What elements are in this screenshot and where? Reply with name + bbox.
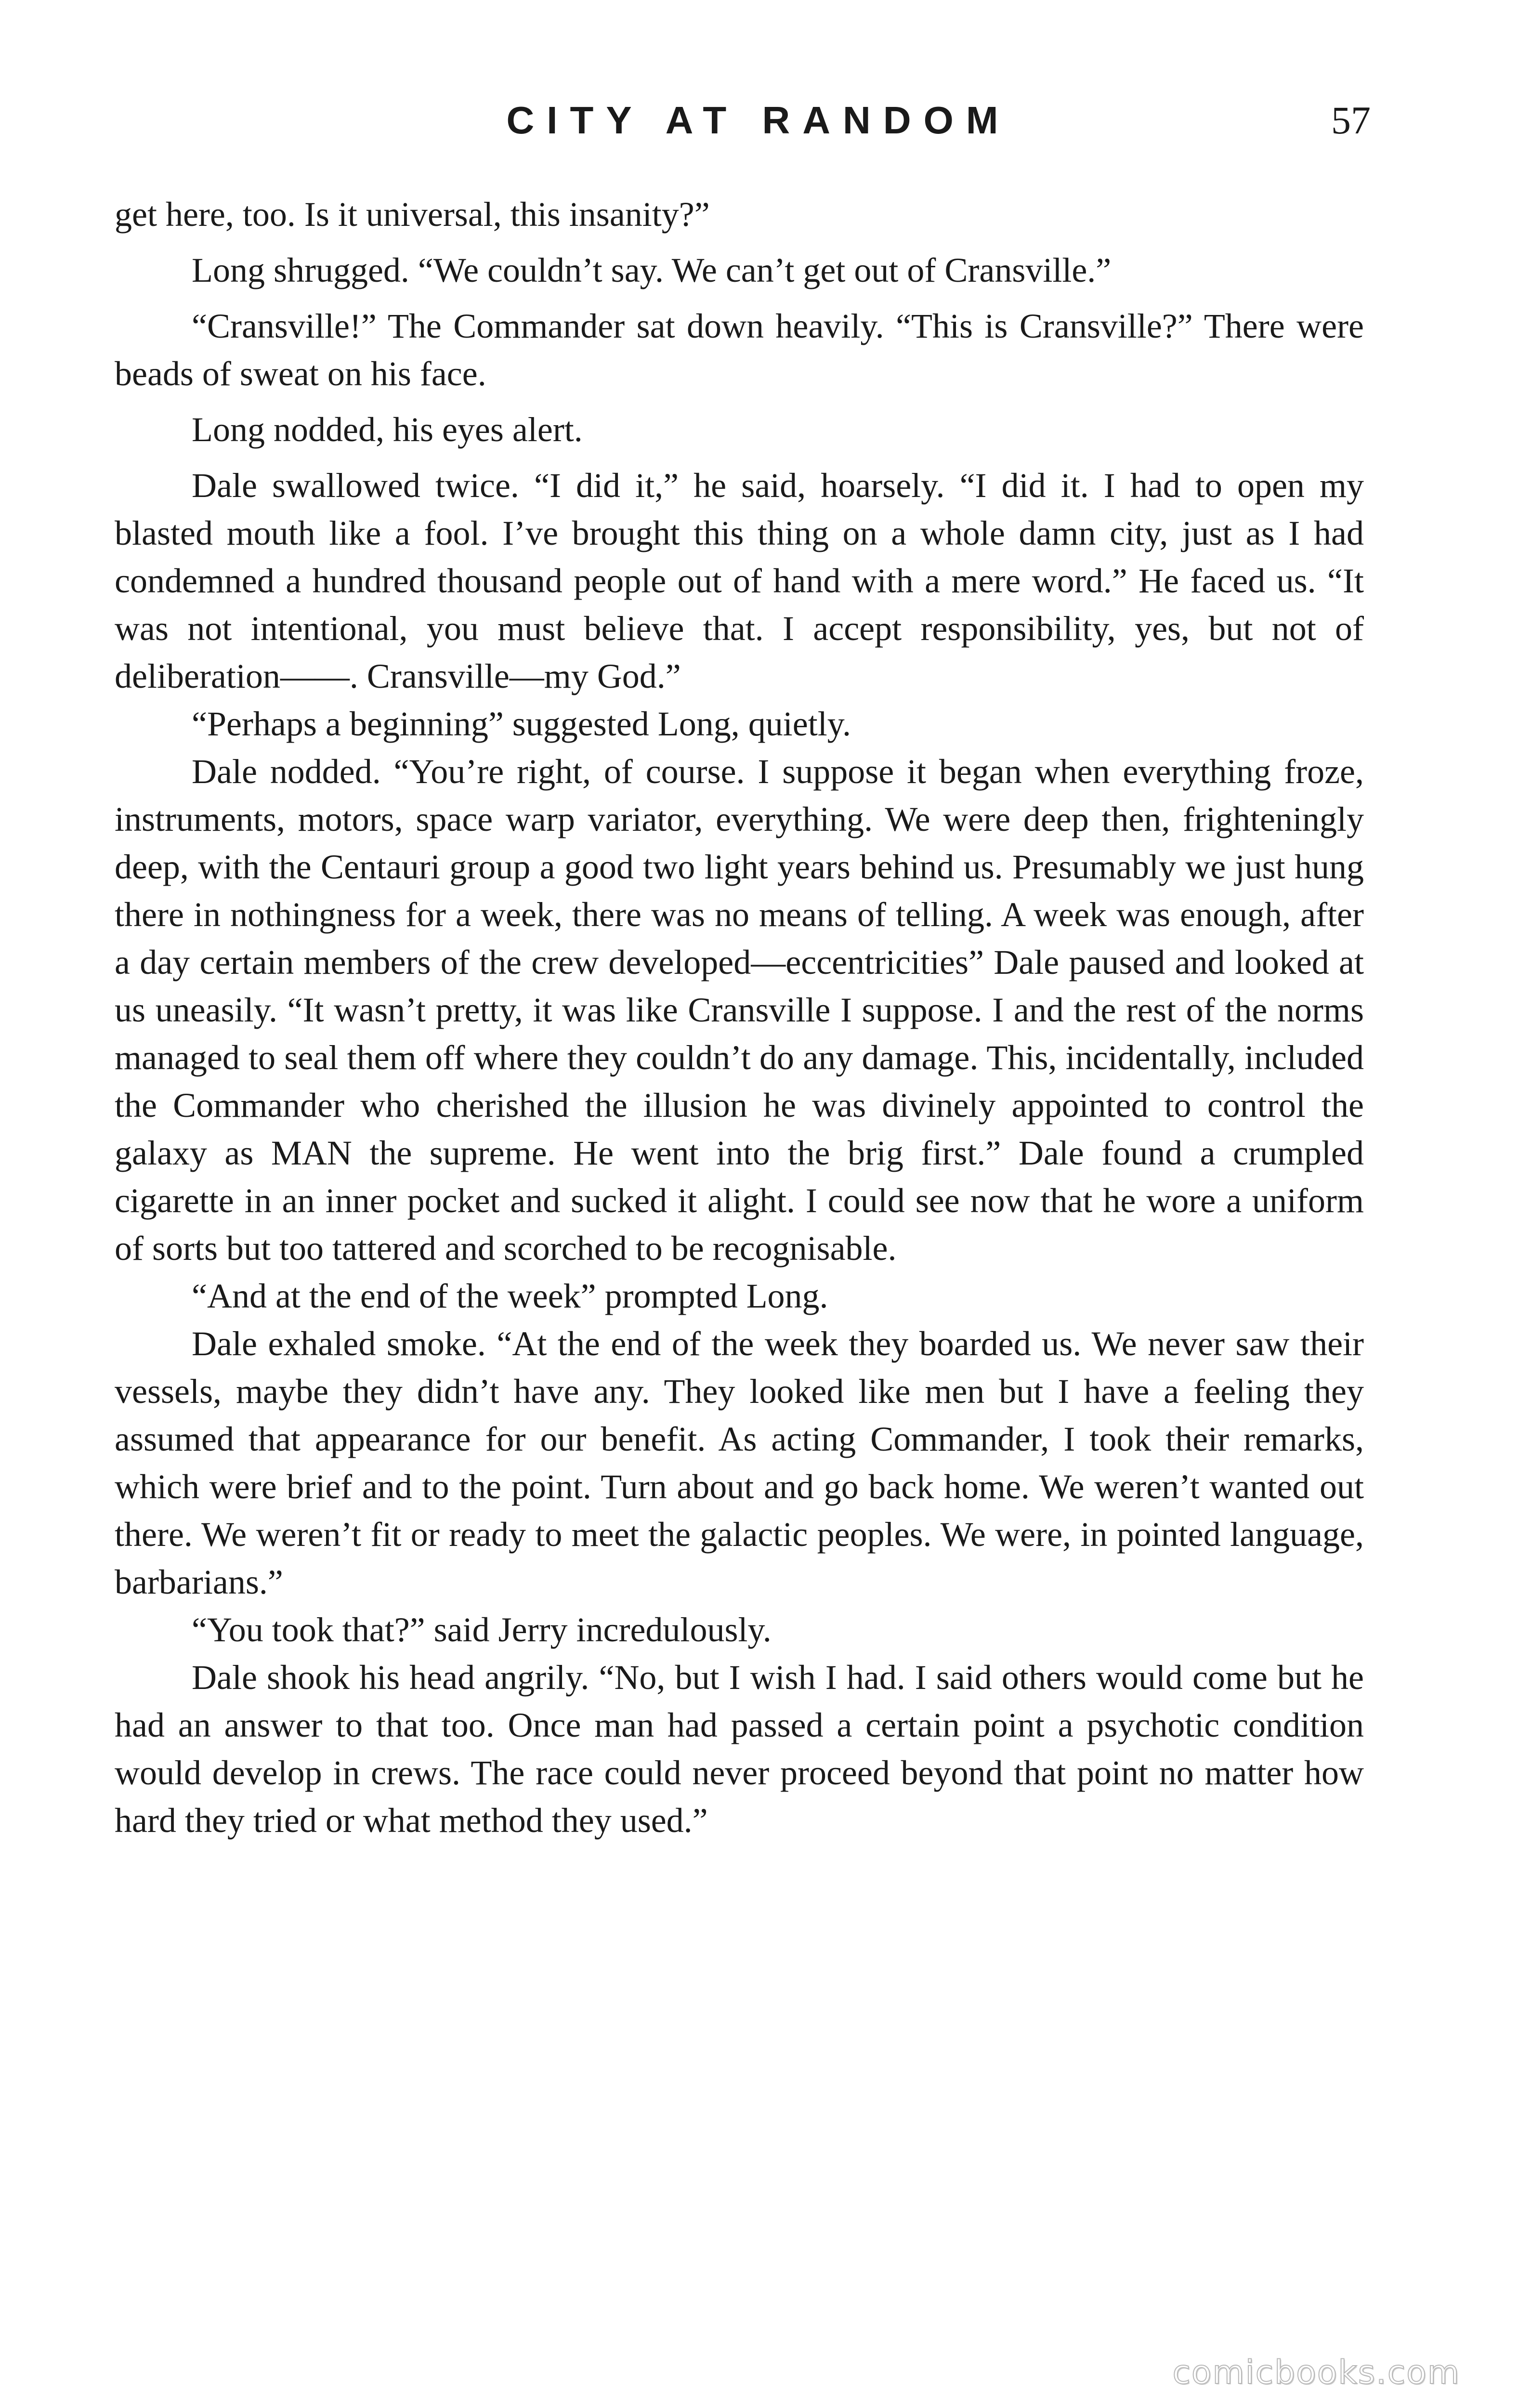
watermark: comicbooks.com — [1172, 2354, 1460, 2392]
paragraph: “And at the end of the week” prompted Long. — [192, 1277, 828, 1315]
running-title: CITY AT RANDOM — [506, 99, 1011, 142]
paragraph: Dale shook his head angrily. “No, but I wish I had. I said others would come but he had an answer to that too. Once man had passed a certain point a psychotic condition would develop in crews. The race could never proceed beyond that point no matter how hard they tried or what method they used.” — [115, 1658, 1364, 1840]
paragraph: Long nodded, his eyes alert. — [192, 410, 583, 449]
paragraph: “Perhaps a beginning” suggested Long, quietly. — [192, 705, 851, 743]
paragraph-continuation: get here, too. Is it universal, this insanity?” — [115, 195, 710, 234]
paragraph: Long shrugged. “We couldn’t say. We can’t get out of Cransville.” — [192, 251, 1112, 289]
paragraph: “Cransville!” The Commander sat down heavily. “This is Cransville?” There were beads of sweat on his face. — [115, 307, 1364, 393]
paragraph: Dale exhaled smoke. “At the end of the week they boarded us. We never saw their vessels, maybe they didn’t have any. They looked like men but I have a feeling they assumed that appearance for our benefit. As acting Commander, I took their remarks, which were brief and to the point. Turn about and go back home. We weren’t wanted out there. We weren’t fit or ready to meet the galactic peoples. We were, in pointed language, barbarians.” — [115, 1324, 1364, 1601]
paragraph: Dale nodded. “You’re right, of course. I suppose it began when everything froze, instruments, motors, space warp variator, everything. We were deep then, frighteningly deep, with the Centauri group a good two light years behind us. Presumably we just hung there in nothingness for a week, there was no means of telling. A week was enough, after a day certain members of the crew developed—eccentricities” Dale paused and looked at us uneasily. “It wasn’t pretty, it was like Cransville I suppose. I and the rest of the norms managed to seal them off where they couldn’t do any damage. This, incidentally, included the Commander who cherished the illusion he was divinely appointed to control the galaxy as MAN the supreme. He went into the brig first.” Dale found a crumpled cigarette in an inner pocket and sucked it alight. I could see now that he wore a uniform of sorts but too tattered and scorched to be recognisable. — [115, 752, 1364, 1268]
running-header — [0, 87, 1518, 154]
paragraph: Dale swallowed twice. “I did it,” he said, hoarsely. “I did it. I had to open my blasted mouth like a fool. I’ve brought this thing on a whole damn city, just as I had condemned a hundred thousand people out of hand with a mere word.” He faced us. “It was not intentional, you must believe that. I accept responsibility, yes, but not of deliberation——. Cransville—my God.” — [115, 466, 1364, 695]
paragraph: “You took that?” said Jerry incredulously. — [192, 1610, 772, 1649]
page-number: 57 — [1331, 98, 1371, 142]
body-text — [115, 191, 1364, 1845]
